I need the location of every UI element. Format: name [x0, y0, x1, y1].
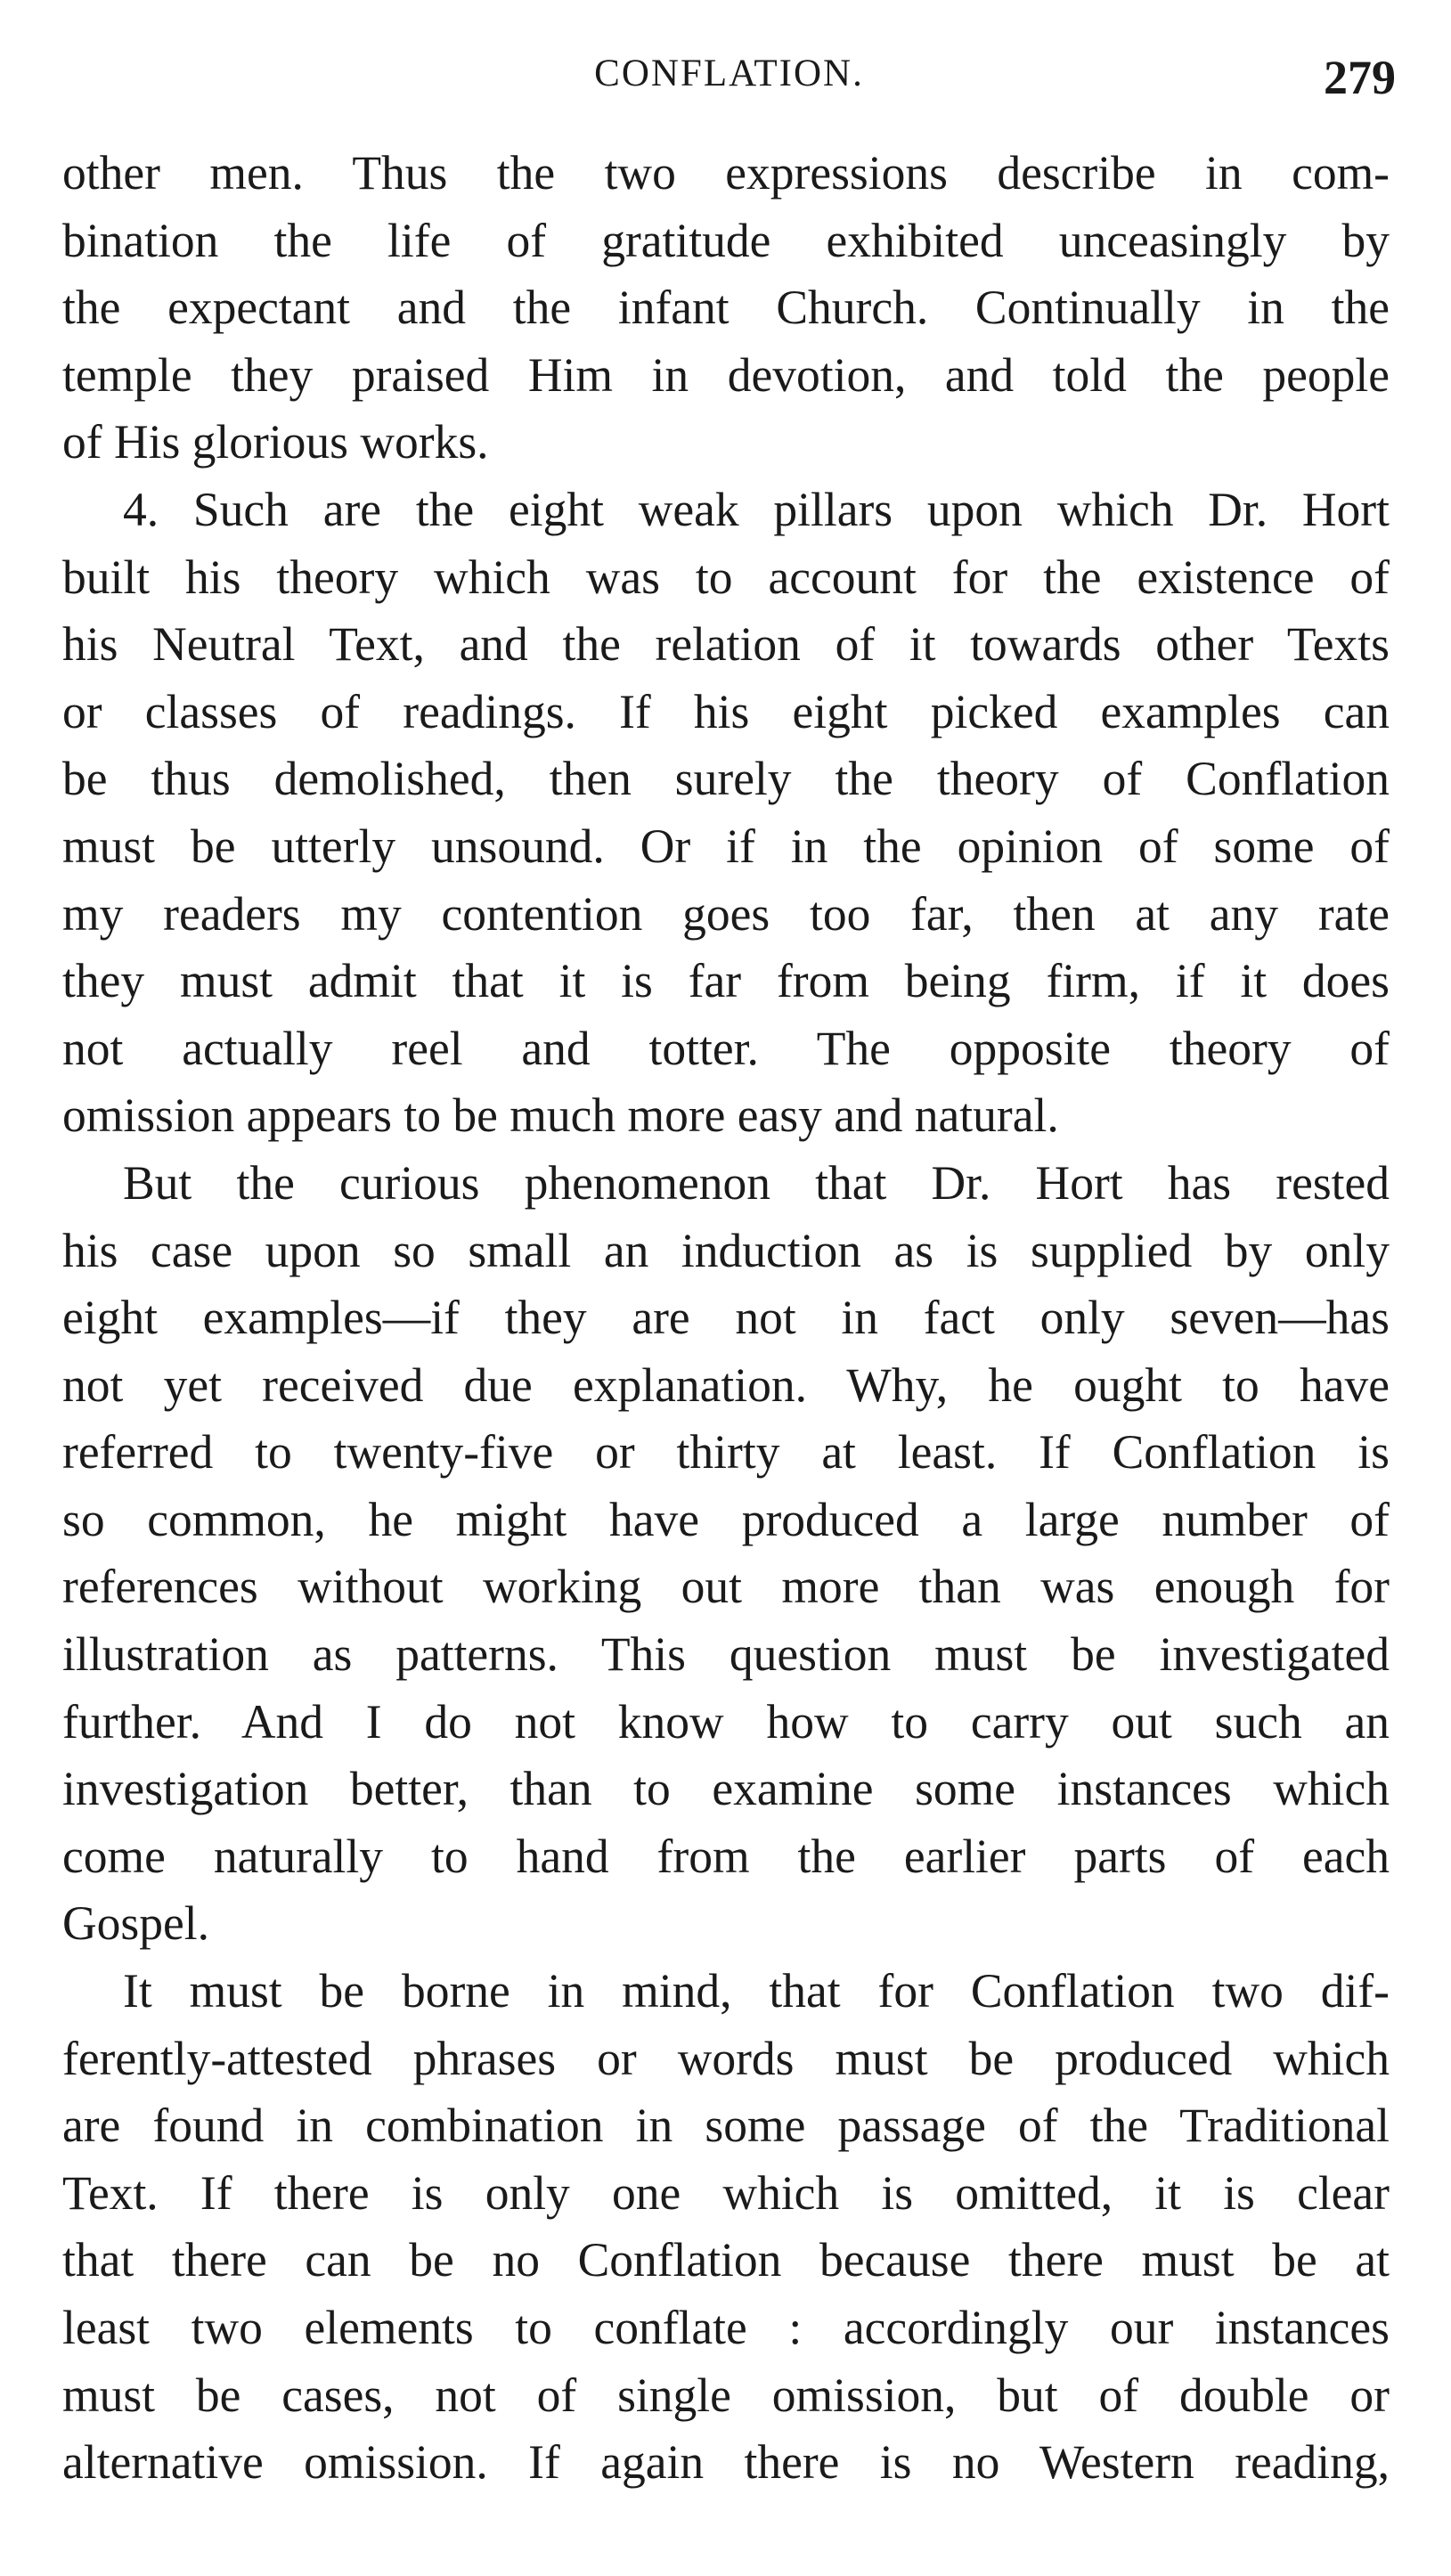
text-line: But the curious phenomenon that Dr. Hort has rested: [123, 1155, 1390, 1210]
text-line: alternative omission. If again there is no Western reading,: [62, 2435, 1390, 2490]
text-line: temple they praised Him in devotion, and told the people: [62, 347, 1390, 402]
paragraph-curious-phenomenon: [62, 1150, 1390, 1958]
text-line: my readers my contention goes too far, then at any rate: [62, 886, 1390, 941]
text-line: are found in combination in some passage of the Traditional: [62, 2099, 1390, 2153]
text-line: omission appears to be much more easy and natural.: [62, 1088, 1059, 1143]
text-line: of His glorious works.: [62, 415, 489, 469]
text-line: bination the life of gratitude exhibited unceasingly by: [62, 213, 1390, 267]
text-line: come naturally to hand from the earlier parts of each: [62, 1829, 1390, 1883]
text-line: Text. If there is only one which is omitted, it is clear: [62, 2165, 1390, 2220]
running-head: [62, 43, 1396, 114]
text-line: the expectant and the infant Church. Continually in the: [62, 281, 1390, 335]
text-line: that there can be no Conflation because there must be at: [62, 2233, 1390, 2287]
body-text: [62, 140, 1390, 2497]
text-line: his case upon so small an induction as is supplied by only: [62, 1223, 1390, 1277]
running-title: CONFLATION.: [594, 53, 864, 94]
text-line: or classes of readings. If his eight picked examples can: [62, 684, 1390, 738]
paragraph-continuation: [62, 140, 1390, 477]
text-line: 4. Such are the eight weak pillars upon which Dr. Hort: [123, 482, 1390, 536]
text-line: illustration as patterns. This question must be investigated: [62, 1627, 1390, 1682]
text-line: further. And I do not know how to carry out such an: [62, 1694, 1390, 1749]
text-line: they must admit that it is far from being firm, if it does: [62, 954, 1390, 1008]
text-line: least two elements to conflate : accordingly our instances: [62, 2301, 1390, 2354]
text-line: built his theory which was to account for the existence of: [62, 550, 1390, 604]
text-line: not actually reel and totter. The opposite theory of: [62, 1021, 1390, 1075]
text-line: references without working out more than was enough for: [62, 1560, 1390, 1614]
text-line: be thus demolished, then surely the theory of Conflation: [62, 752, 1390, 806]
text-line: must be utterly unsound. Or if in the opinion of some of: [62, 819, 1390, 873]
page-number: 279: [1324, 51, 1396, 104]
text-line: his Neutral Text, and the relation of it towards other Texts: [62, 617, 1390, 672]
text-line: ferently-attested phrases or words must be produced which: [62, 2031, 1390, 2085]
text-line: must be cases, not of single omission, but of double or: [62, 2368, 1390, 2422]
text-line: investigation better, than to examine some instances which: [62, 1762, 1390, 1816]
paragraph-borne-in-mind: [62, 1958, 1390, 2497]
text-line: eight examples—if they are not in fact only seven—has: [62, 1291, 1390, 1345]
text-line: referred to twenty-five or thirty at least. If Conflation is: [62, 1425, 1390, 1480]
text-line: It must be borne in mind, that for Conflation two dif-: [123, 1964, 1390, 2018]
text-line: other men. Thus the two expressions describe in com-: [62, 146, 1390, 200]
text-line: not yet received due explanation. Why, he ought to have: [62, 1357, 1390, 1412]
paragraph-eight-pillars: [62, 477, 1390, 1150]
text-line: Gospel.: [62, 1896, 209, 1951]
text-line: so common, he might have produced a large number of: [62, 1492, 1390, 1546]
